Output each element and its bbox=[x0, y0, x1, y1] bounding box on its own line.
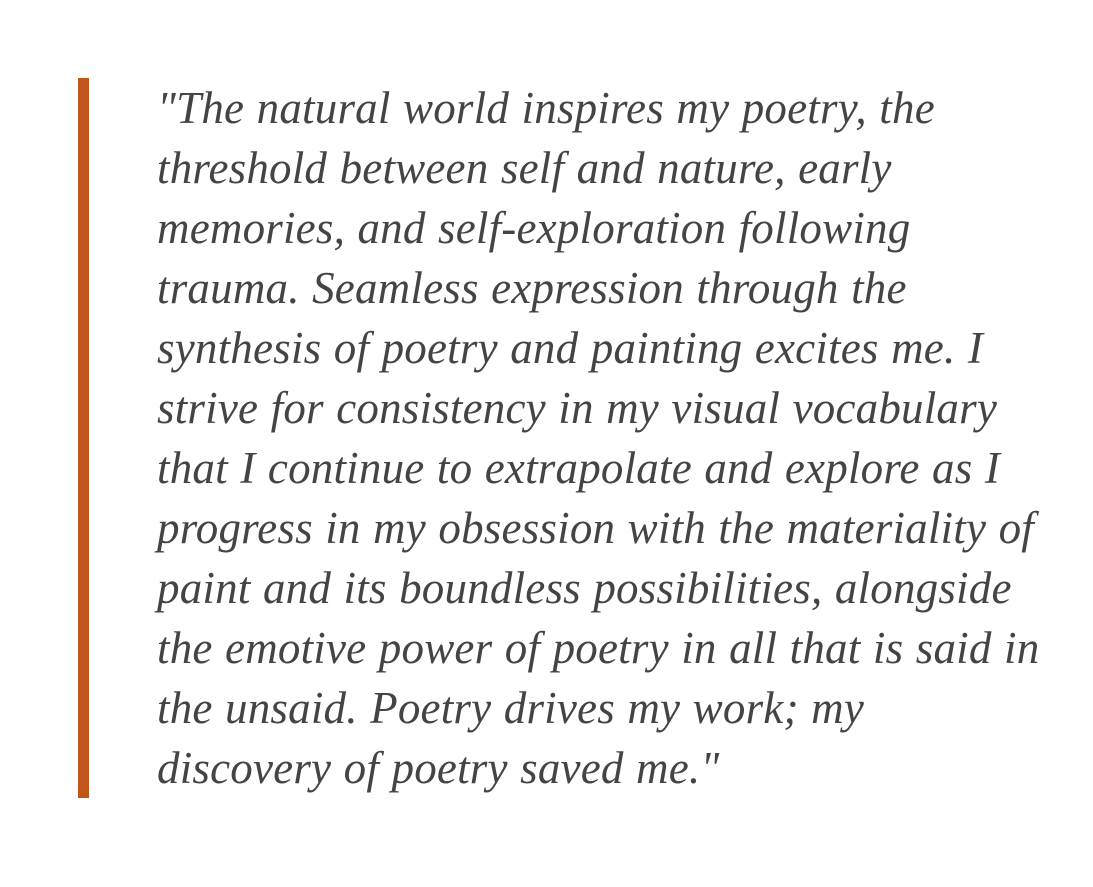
accent-bar bbox=[78, 78, 89, 798]
quote-text: "The natural world inspires my poetry, the threshold between self and nature, early memories, and self-exploration following trauma. Seamless expression through the synthesis of poetry and painting excites me. I strive for consistency in my visual vocabulary that I continue to extrapolate and explore as I progress in my obsession with the materiality of paint and its boundless possibilities, alongside the emotive power of poetry in all that is said in the unsaid. Poetry drives my work; my discovery of poetry saved me." bbox=[157, 83, 1040, 793]
blockquote bbox=[78, 78, 1047, 798]
